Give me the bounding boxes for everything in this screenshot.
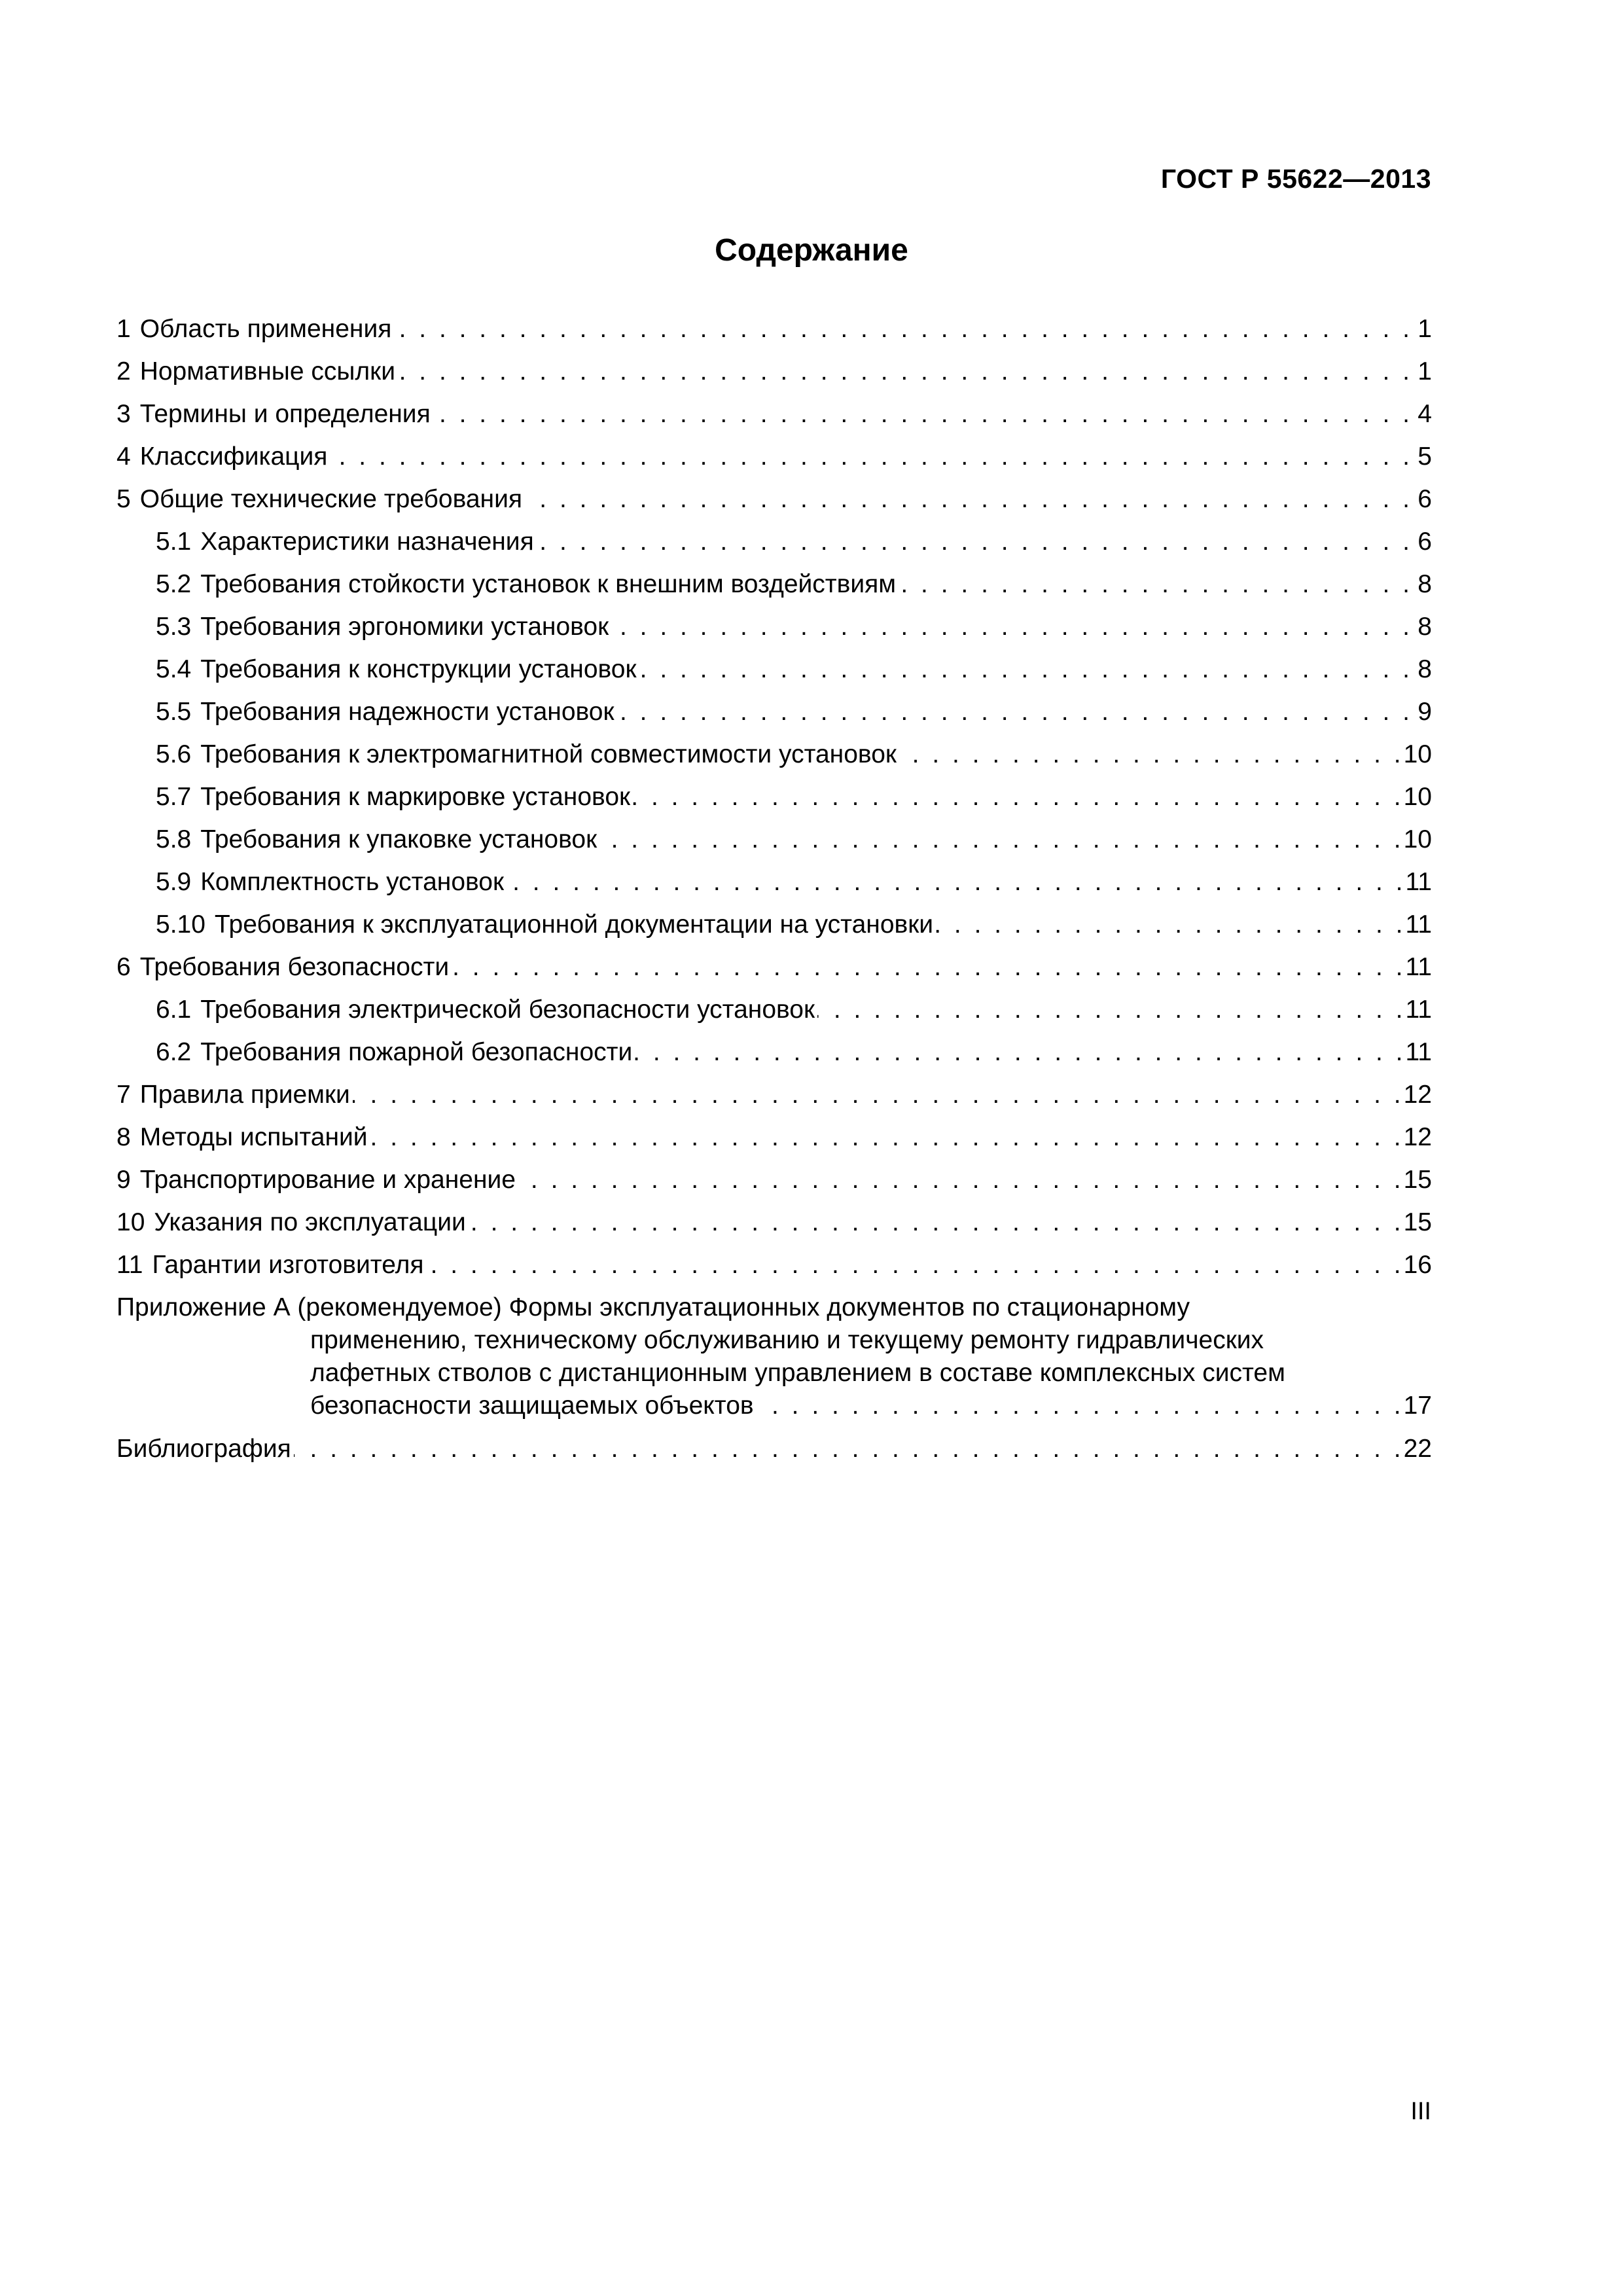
toc-entry-number: 4 xyxy=(116,442,131,471)
toc-entry-number: 5.10 xyxy=(156,910,205,939)
toc-entry-number: 5.1 xyxy=(156,528,192,556)
toc-entry-number: 11 xyxy=(116,1251,143,1279)
toc-entry[interactable] xyxy=(116,350,1432,393)
toc-entry-label: Библиография xyxy=(116,1435,291,1463)
toc-dot-leader xyxy=(757,1390,1401,1422)
toc-entry-label: Требования к конструкции установок xyxy=(200,655,637,683)
toc-dot-leader xyxy=(294,1427,1401,1470)
toc-dot-leader xyxy=(617,691,1410,733)
toc-entry-label: Область применения xyxy=(139,315,392,343)
toc-entry[interactable] xyxy=(116,648,1432,691)
toc-entry-label: Требования к маркировке установок xyxy=(200,783,631,811)
toc-dot-leader xyxy=(452,946,1402,988)
toc-dot-leader xyxy=(635,1031,1402,1073)
toc-dot-leader xyxy=(599,818,1400,861)
toc-entry[interactable] xyxy=(116,563,1432,605)
toc-entry-number: 5.4 xyxy=(156,655,192,683)
toc-page-number: 15 xyxy=(1403,1208,1432,1236)
toc-page-number: 15 xyxy=(1403,1166,1432,1194)
toc-entries xyxy=(116,308,1432,1286)
toc-entry-number: 5 xyxy=(116,485,131,513)
toc-entry-label: Требования безопасности xyxy=(139,953,450,981)
toc-entry-label: Требования к эксплуатационной документации на установки xyxy=(214,910,934,939)
toc-dot-leader xyxy=(639,648,1410,691)
annex-title-line-1: Приложение А (рекомендуемое) Формы эксплуатационных документов по стационарному xyxy=(116,1293,1190,1321)
toc-entry[interactable] xyxy=(116,1158,1432,1201)
toc-page-number: 1 xyxy=(1418,315,1432,343)
toc-entry-label: Общие технические требования xyxy=(139,485,522,513)
toc-entry-number: 5.2 xyxy=(156,570,192,598)
toc-dot-leader xyxy=(330,435,1410,478)
toc-entry[interactable] xyxy=(116,1244,1432,1286)
toc-page-number: 11 xyxy=(1405,1038,1432,1066)
toc-entry[interactable] xyxy=(116,818,1432,861)
toc-entry-number: 3 xyxy=(116,400,131,428)
toc-entry[interactable] xyxy=(116,435,1432,478)
toc-entry-number: 5.8 xyxy=(156,825,192,853)
toc-page-number: 8 xyxy=(1418,655,1432,683)
toc-page-number: 9 xyxy=(1418,698,1432,726)
toc-entry[interactable] xyxy=(116,691,1432,733)
toc-dot-leader xyxy=(469,1201,1401,1244)
document-code: ГОСТ Р 55622—2013 xyxy=(1160,164,1431,194)
toc-page-number: 11 xyxy=(1405,910,1432,939)
toc-page-number: 8 xyxy=(1418,570,1432,598)
toc-entry-number: 7 xyxy=(116,1081,131,1109)
toc-entry[interactable] xyxy=(116,903,1432,946)
toc-page-number: 1 xyxy=(1418,357,1432,386)
toc-page-number: 8 xyxy=(1418,613,1432,641)
toc-title: Содержание xyxy=(715,233,908,268)
toc-dot-leader xyxy=(525,478,1410,520)
toc-entry-label: Гарантии изготовителя xyxy=(152,1251,424,1279)
toc-entry[interactable] xyxy=(116,776,1432,818)
annex-title-line-4 xyxy=(116,1390,1432,1422)
toc-entry-label: Правила приемки xyxy=(139,1081,350,1109)
toc-entry-label: Термины и определения xyxy=(139,400,431,428)
toc-entry[interactable] xyxy=(116,1201,1432,1244)
toc-dot-leader xyxy=(518,1158,1401,1201)
toc-entry[interactable] xyxy=(116,520,1432,563)
toc-page-number: 16 xyxy=(1403,1251,1432,1279)
toc-dot-leader xyxy=(353,1073,1401,1116)
toc-entry-label: Методы испытаний xyxy=(139,1123,368,1151)
toc-entry-number: 10 xyxy=(116,1208,145,1236)
toc-dot-leader xyxy=(899,563,1410,605)
toc-entry[interactable] xyxy=(116,1116,1432,1158)
toc-entry-label: Требования стойкости установок к внешним воздействиям xyxy=(200,570,897,598)
toc-dot-leader xyxy=(426,1244,1400,1286)
table-of-contents xyxy=(116,308,1432,1470)
toc-entry[interactable] xyxy=(116,1031,1432,1073)
toc-dot-leader xyxy=(394,308,1410,350)
toc-entry[interactable] xyxy=(116,946,1432,988)
toc-page-number: 6 xyxy=(1418,528,1432,556)
toc-dot-leader xyxy=(433,393,1410,435)
toc-entry-label: Требования надежности установок xyxy=(200,698,615,726)
toc-entry[interactable] xyxy=(116,861,1432,903)
toc-page-number: 11 xyxy=(1405,953,1432,981)
toc-dot-leader xyxy=(370,1116,1401,1158)
annex-title-last-text: безопасности защищаемых объектов xyxy=(310,1391,754,1420)
toc-page-number: 10 xyxy=(1403,783,1432,811)
toc-entry-number: 5.5 xyxy=(156,698,192,726)
toc-entry-number: 1 xyxy=(116,315,131,343)
toc-entry-label: Требования электрической безопасности установок xyxy=(200,996,815,1024)
toc-entry-bibliography[interactable] xyxy=(116,1427,1432,1470)
annex-title-line-2: применению, техническому обслуживанию и текущему ремонту гидравлических xyxy=(310,1326,1264,1354)
toc-entry[interactable] xyxy=(116,988,1432,1031)
toc-dot-leader xyxy=(398,350,1410,393)
toc-entry-label: Требования эргономики установок xyxy=(200,613,609,641)
toc-page-number: 6 xyxy=(1418,485,1432,513)
annex-title-line-3: лафетных стволов с дистанционным управлением в составе комплексных систем xyxy=(310,1359,1285,1387)
toc-entry[interactable] xyxy=(116,393,1432,435)
toc-entry-label: Классификация xyxy=(139,442,328,471)
toc-dot-leader xyxy=(633,776,1401,818)
toc-page-number: 17 xyxy=(1403,1391,1432,1420)
toc-entry-label: Указания по эксплуатации xyxy=(154,1208,466,1236)
toc-dot-leader xyxy=(899,733,1401,776)
toc-entry-label: Требования к упаковке установок xyxy=(200,825,597,853)
toc-entry-number: 5.3 xyxy=(156,613,192,641)
toc-page-number: 22 xyxy=(1403,1435,1432,1463)
toc-page-number: 10 xyxy=(1403,825,1432,853)
toc-entry-number: 6.1 xyxy=(156,996,192,1024)
toc-dot-leader xyxy=(611,605,1410,648)
toc-entry[interactable] xyxy=(116,605,1432,648)
toc-dot-leader xyxy=(507,861,1402,903)
toc-entry-number: 2 xyxy=(116,357,131,386)
toc-page-number: 12 xyxy=(1403,1081,1432,1109)
toc-entry[interactable] xyxy=(116,308,1432,350)
toc-entry-number: 5.6 xyxy=(156,740,192,768)
toc-entry-number: 6 xyxy=(116,953,131,981)
toc-entry-number: 5.9 xyxy=(156,868,192,896)
toc-page-number: 11 xyxy=(1405,996,1432,1024)
toc-entry-number: 8 xyxy=(116,1123,131,1151)
toc-entry-label: Требования к электромагнитной совместимости установок xyxy=(200,740,897,768)
toc-entry-number: 9 xyxy=(116,1166,131,1194)
toc-entry-number: 5.7 xyxy=(156,783,192,811)
toc-entry-number: 6.2 xyxy=(156,1038,192,1066)
toc-page-number: 10 xyxy=(1403,740,1432,768)
toc-entry-annex-a[interactable] xyxy=(116,1291,1432,1422)
toc-entry-label: Комплектность установок xyxy=(200,868,505,896)
toc-dot-leader xyxy=(817,988,1402,1031)
toc-entry-label: Нормативные ссылки xyxy=(139,357,395,386)
toc-page-number: 11 xyxy=(1405,868,1432,896)
toc-dot-leader xyxy=(936,903,1402,946)
toc-entry[interactable] xyxy=(116,733,1432,776)
page-number: III xyxy=(1410,2098,1431,2125)
toc-page-number: 4 xyxy=(1418,400,1432,428)
toc-page-number: 5 xyxy=(1418,442,1432,471)
toc-entry-label: Требования пожарной безопасности xyxy=(200,1038,633,1066)
toc-page-number: 12 xyxy=(1403,1123,1432,1151)
toc-entry[interactable] xyxy=(116,478,1432,520)
toc-entry-label: Характеристики назначения xyxy=(200,528,534,556)
toc-entry-label: Транспортирование и хранение xyxy=(139,1166,516,1194)
toc-dot-leader xyxy=(537,520,1410,563)
toc-entry[interactable] xyxy=(116,1073,1432,1116)
